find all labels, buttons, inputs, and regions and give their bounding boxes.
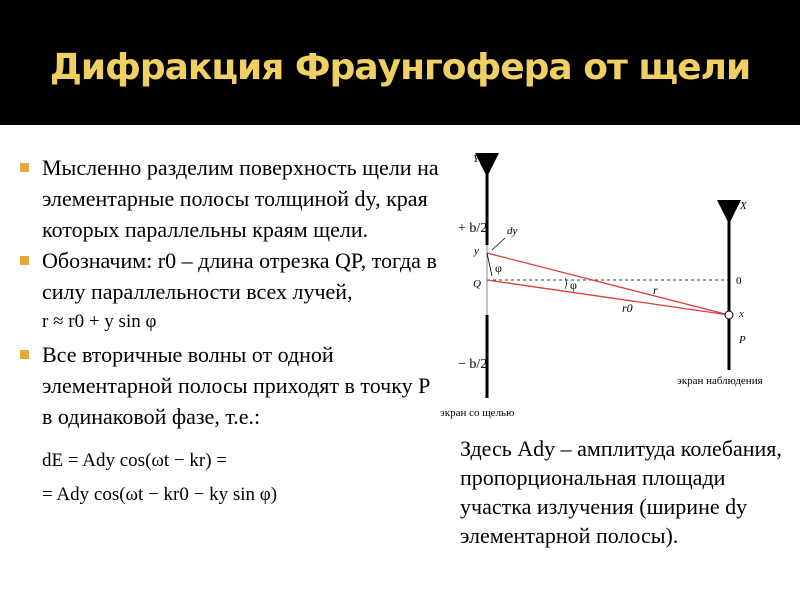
r-label: r bbox=[653, 283, 658, 297]
bullet-marker bbox=[20, 350, 29, 359]
axis-y-label: Y bbox=[473, 153, 480, 165]
bullet-item-1 bbox=[20, 152, 440, 245]
phi-label-top: φ bbox=[495, 261, 502, 275]
bullet-list bbox=[20, 152, 440, 512]
q-label: Q bbox=[473, 278, 481, 290]
bullet-item-2 bbox=[20, 245, 440, 307]
formula-de-line2: = Ady cos(ωt − kr0 − ky sin φ) bbox=[42, 484, 278, 505]
caption-observation-screen: экран наблюдения bbox=[677, 375, 763, 387]
dy-label: dy bbox=[507, 225, 518, 237]
y-label: y bbox=[474, 245, 479, 257]
ray-r bbox=[487, 253, 729, 315]
top-edge-label: + b/2 bbox=[458, 221, 488, 236]
axis-x-label: X bbox=[740, 200, 747, 212]
bottom-edge-label: − b/2 bbox=[458, 357, 488, 372]
bullet-marker bbox=[20, 163, 29, 172]
caption-slit-screen: экран со щелью bbox=[440, 407, 515, 419]
phi-label-mid: φ bbox=[570, 278, 577, 292]
bullet-item-3 bbox=[20, 339, 440, 432]
diffraction-diagram bbox=[430, 145, 800, 430]
perpendicular bbox=[487, 253, 492, 276]
point-p bbox=[725, 311, 733, 319]
formula-de-line1: dE = Ady cos(ωt − kr) = bbox=[42, 450, 228, 471]
bullet-text-1: Мысленно разделим поверхность щели на элементарные полосы толщиной dy, края которых параллельны краям щели. bbox=[42, 155, 439, 242]
zero-label: 0 bbox=[736, 275, 742, 287]
dy-pointer bbox=[492, 238, 505, 250]
bullet-text-2: Обозначим: r0 – длина отрезка QP, тогда в силу параллельности всех лучей, bbox=[42, 248, 437, 304]
slide-title: Дифракция Фраунгофера от щели bbox=[49, 47, 751, 88]
ray-r0 bbox=[487, 280, 729, 315]
bullet-text-3: Все вторичные волны от одной элементарной полосы приходят в точку P в одинаковой фазе, т.е.: bbox=[42, 342, 430, 429]
amplitude-note: Здесь Ady – амплитуда колебания, пропорциональная площади участка излучения (ширине dy элементарной полосы). bbox=[460, 436, 782, 548]
x-label: x bbox=[739, 308, 744, 320]
bullet-marker bbox=[20, 256, 29, 265]
p-label: P bbox=[739, 334, 746, 346]
r0-label: r0 bbox=[622, 301, 633, 315]
formula-r: r ≈ r0 + y sin φ bbox=[42, 311, 157, 332]
